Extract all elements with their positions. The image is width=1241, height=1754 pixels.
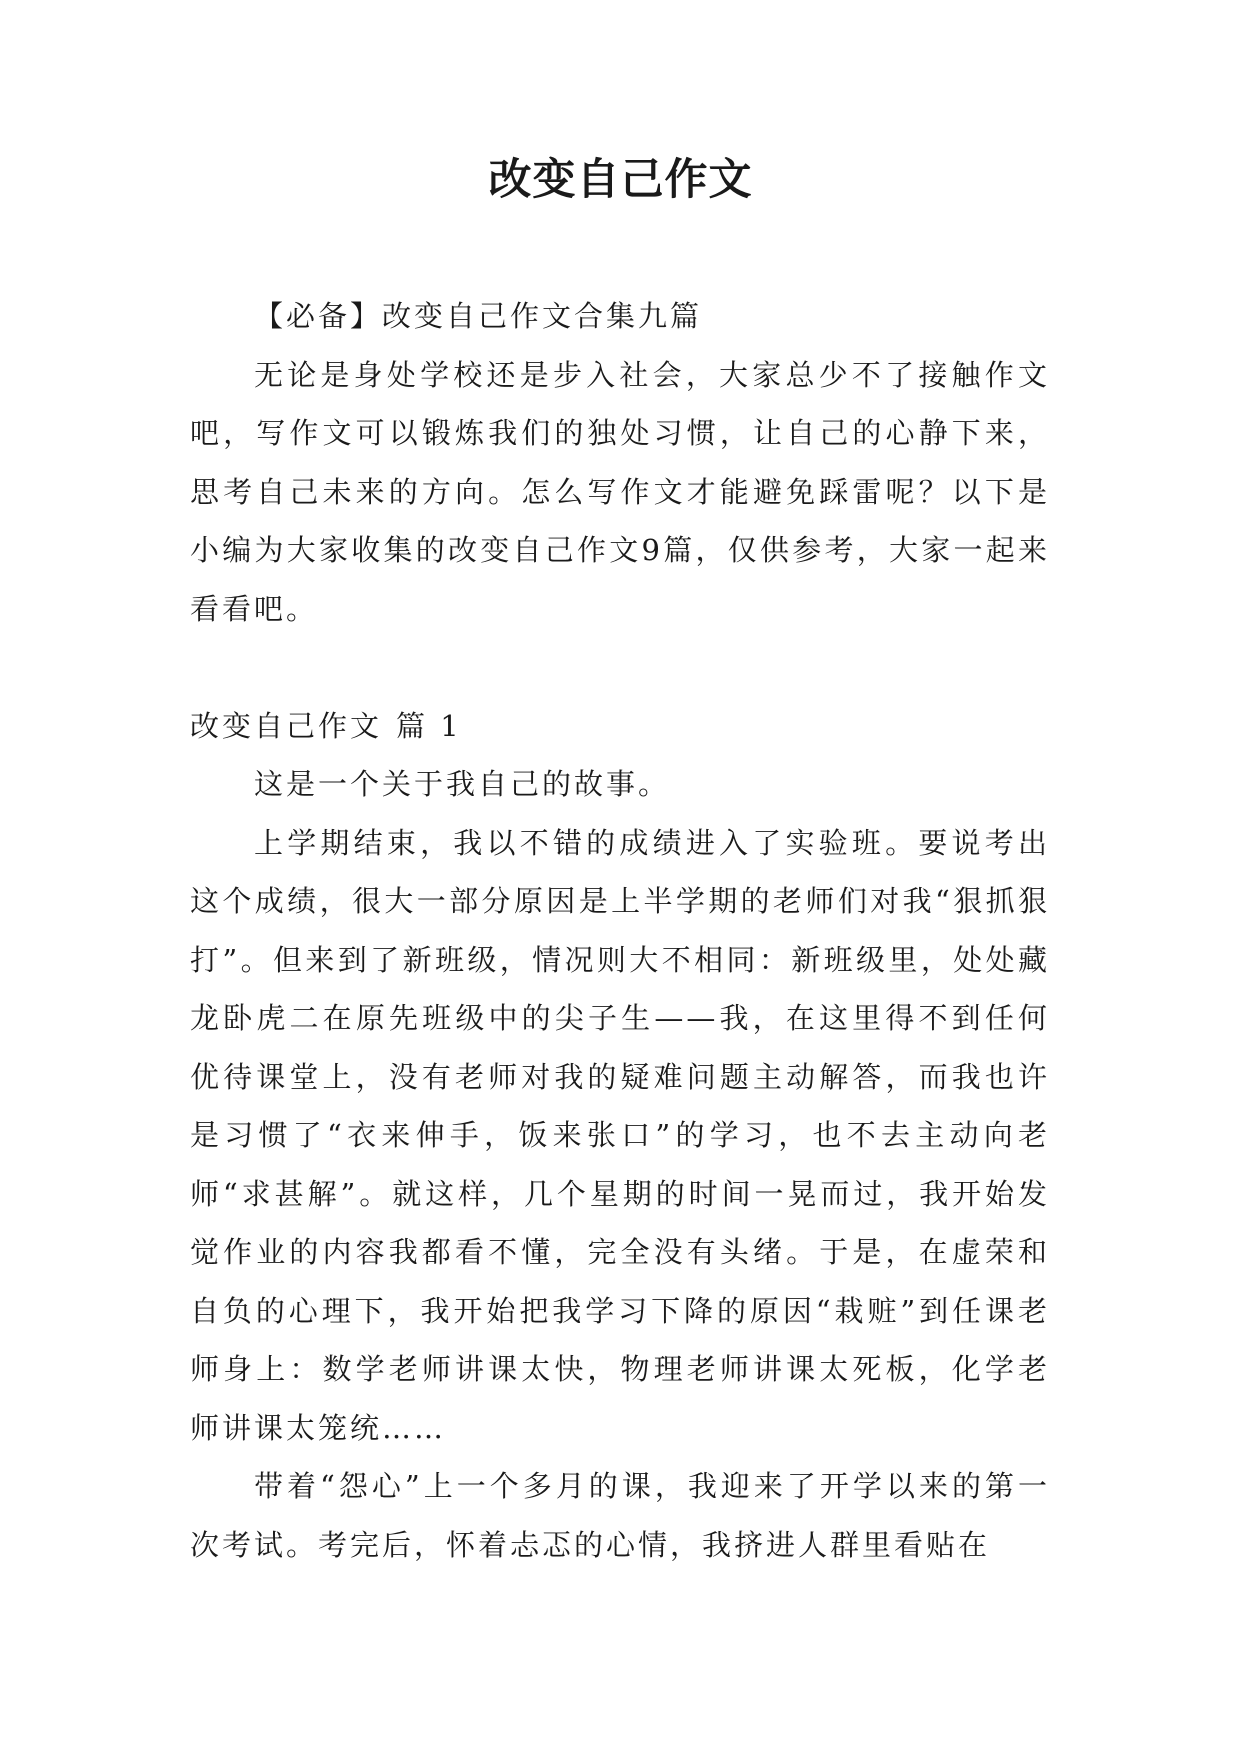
document-title: 改变自己作文: [488, 155, 753, 205]
intro-paragraph: 无论是身处学校还是步入社会，大家总少不了接触作文吧，写作文可以锻炼我们的独处习惯，让自己的心静下来，思考自己未来的方向。怎么写作文才能避免踩雷呢？以下是小编为大家收集的改变自己作文9篇，仅供参考，大家一起来看看吧。: [190, 357, 1050, 626]
section-heading-number: 篇 1: [396, 708, 462, 743]
intro-line: 【必备】改变自己作文合集九篇: [254, 299, 703, 333]
section-paragraph: 上学期结束，我以不错的成绩进入了实验班。要说考出这个成绩，很大一部分原因是上半学期的老师们对我“狠抓狠打”。但来到了新班级，情况则大不相同：新班级里，处处藏龙卧虎二在原先班级中的尖子生——我，在这里得不到任何优待课堂上，没有老师对我的疑难问题主动解答，而我也许是习惯了“衣来伸手，饭来张口”的学习，也不去主动向老师“求甚解”。就这样，几个星期的时间一晃而过，我开始发觉作业的内容我都看不懂，完全没有头绪。于是，在虚荣和自负的心理下，我开始把我学习下降的原因“栽赃”到任课老师身上：数学老师讲课太快，物理老师讲课太死板，化学老师讲课太笼统……: [190, 825, 1050, 1445]
section-heading-text: 改变自己作文: [190, 708, 383, 743]
section-paragraph: 这是一个关于我自己的故事。: [254, 767, 671, 801]
document-body: [190, 287, 1050, 1574]
section-heading: [190, 697, 1050, 756]
section-paragraph: 带着“怨心”上一个多月的课，我迎来了开学以来的第一次考试。考完后，怀着忐忑的心情，我挤进人群里看贴在: [190, 1469, 1050, 1562]
